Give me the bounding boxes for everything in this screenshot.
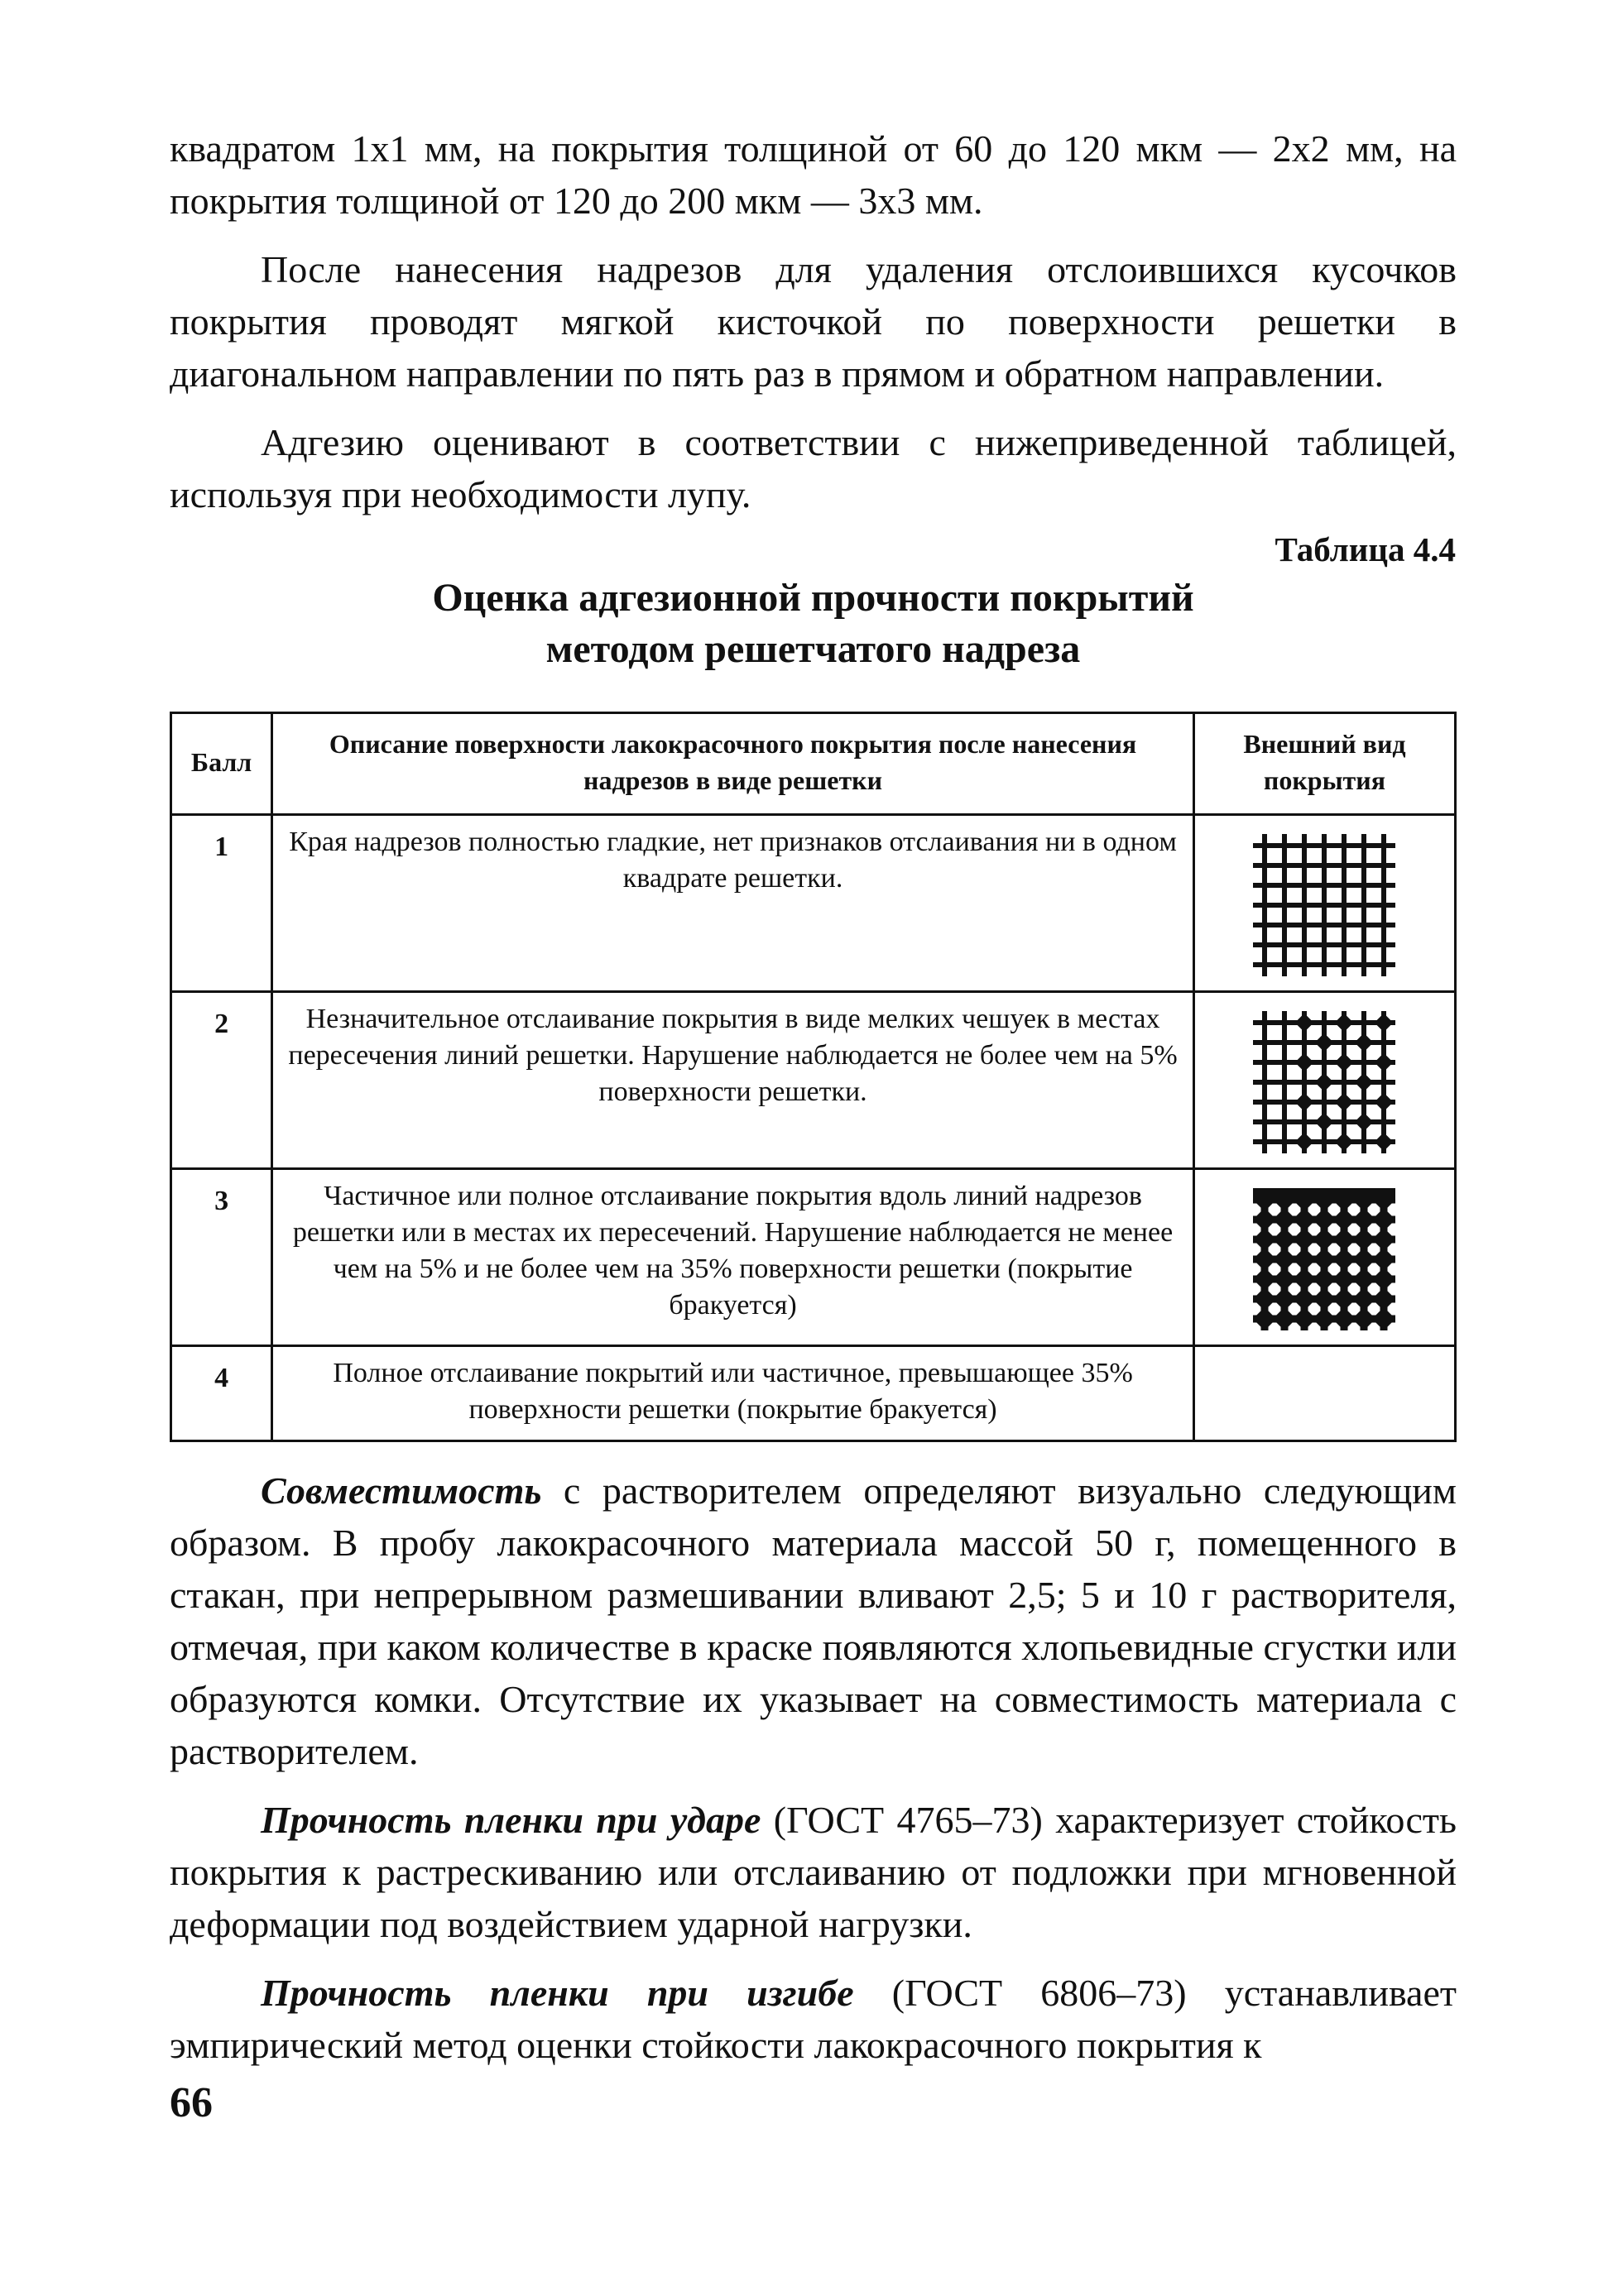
term: Прочность пленки при ударе	[261, 1799, 761, 1841]
page-number: 66	[170, 2079, 213, 2126]
table-title-line: методом решетчатого надреза	[545, 627, 1081, 671]
grid-minor-flaking-icon	[1250, 1008, 1399, 1157]
grid-clean-icon	[1250, 831, 1399, 980]
body-text	[170, 1464, 1457, 2087]
table-header-row	[171, 713, 1456, 815]
row-description: Частичное или полное отслаивание покрытия вдоль линий надрезов решетки или в местах их пересечений. Нарушение наблюдается не менее чем на 5% и не более чем на 35% поверхности решетки (покрытие бракуется)	[272, 1169, 1194, 1346]
table-title-line: Оценка адгезионной прочности покрытий	[432, 576, 1194, 620]
row-score: 2	[171, 992, 272, 1169]
row-description: Незначительное отслаивание покрытия в виде мелких чешуек в местах пересечения линий решетки. Нарушение наблюдается не более чем на 5% поверхности решетки.	[272, 992, 1194, 1169]
term: Совместимость	[261, 1469, 542, 1512]
row-appearance	[1193, 992, 1455, 1169]
row-appearance	[1193, 1346, 1455, 1441]
paragraph-text: с растворителем определяют визуально следующим образом. В пробу лакокрасочного материала массой 50 г, помещенного в стакан, при непрерывном размешивании вливают 2,5; 5 и 10 г растворителя, отмечая, при каком количестве в краске появляются хлопьевидные сгустки или образуются комки. Отсутствие их указывает на совместимость материала с растворителем.	[170, 1469, 1457, 1772]
paragraph-text: (ГОСТ 6806–73) устанавливает эмпирический метод оценки стойкости лакокрасочного покрытия к	[170, 1972, 1457, 2066]
table-label: Таблица 4.4	[1275, 530, 1456, 568]
row-description: Края надрезов полностью гладкие, нет признаков отслаивания ни в одном квадрате решетки.	[272, 815, 1194, 992]
paragraph	[170, 1967, 1457, 2071]
table-row	[171, 1346, 1456, 1441]
row-score: 3	[171, 1169, 272, 1346]
intro-text	[170, 122, 1457, 537]
table-row	[171, 992, 1456, 1169]
row-appearance	[1193, 815, 1455, 992]
table-row	[171, 1169, 1456, 1346]
paragraph: квадратом 1х1 мм, на покрытия толщиной от 60 до 120 мкм — 2х2 мм, на покрытия толщиной от 120 до 200 мкм — 3х3 мм.	[170, 127, 1457, 222]
adhesion-table	[170, 712, 1457, 1442]
row-score: 4	[171, 1346, 272, 1441]
paragraph	[170, 1464, 1457, 1777]
paragraph: Адгезию оценивают в соответствии с нижеприведенной таблицей, используя при необходимости лупу.	[170, 421, 1457, 515]
header-score: Балл	[171, 713, 272, 815]
paragraph-text: (ГОСТ 4765–73) характеризует стойкость покрытия к растрескиванию или отслаиванию от подложки при мгновенной деформации под воздействием ударной нагрузки.	[170, 1799, 1457, 1945]
header-appearance: Внешний вид покрытия	[1193, 713, 1455, 815]
row-appearance	[1193, 1169, 1455, 1346]
table-title	[170, 573, 1457, 675]
row-score: 1	[171, 815, 272, 992]
header-description: Описание поверхности лакокрасочного покрытия после нанесения надрезов в виде решетки	[272, 713, 1194, 815]
table-row	[171, 815, 1456, 992]
term: Прочность пленки при изгибе	[261, 1972, 854, 2014]
paragraph: После нанесения надрезов для удаления отслоившихся кусочков покрытия проводят мягкой кисточкой по поверхности решетки в диагональном направлении по пять раз в прямом и обратном направлении.	[170, 248, 1457, 395]
paragraph	[170, 1794, 1457, 1950]
grid-heavy-flaking-icon	[1250, 1185, 1399, 1334]
row-description: Полное отслаивание покрытий или частичное, превышающее 35% поверхности решетки (покрытие бракуется)	[272, 1346, 1194, 1441]
